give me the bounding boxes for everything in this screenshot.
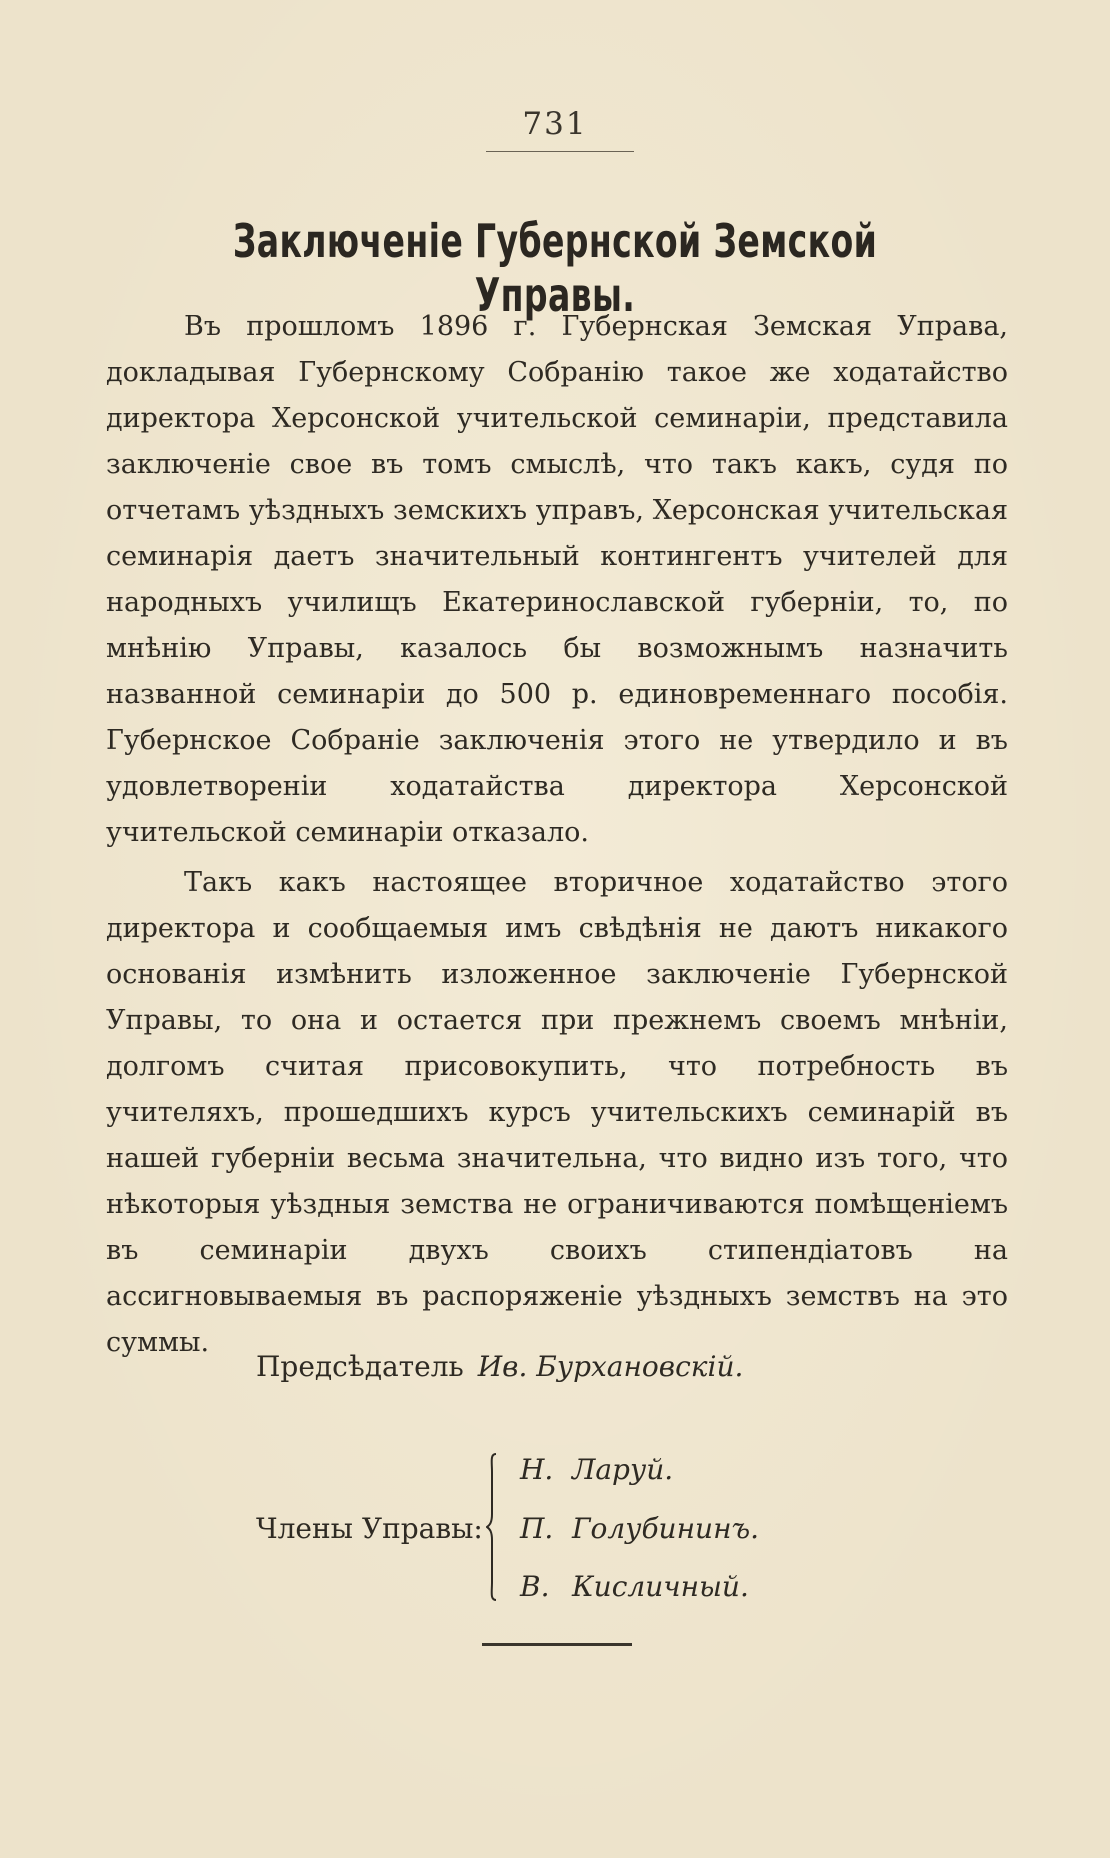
- chairman-signature-line: [256, 1350, 743, 1383]
- members-brace: [486, 1452, 500, 1602]
- member-1-initial: Н.: [520, 1453, 554, 1486]
- member-3: [520, 1570, 749, 1603]
- page-number: 731: [522, 106, 588, 142]
- body-paragraph-1: Въ прошломъ 1896 г. Губернская Земская Управа, докладывая Губернскому Собранію такое же ходатайство директора Херсонской учительской семинаріи, представила заключеніе свое въ томъ смыслѣ, что такъ какъ, судя по отчетамъ уѣздныхъ земскихъ управъ, Херсонская учительская семинарія даетъ значительный контингентъ учителей для народныхъ училищъ Екатеринославской губерніи, то, по мнѣнію Управы, казалось бы возможнымъ назначить названной семинаріи до 500 р. единовременнаго пособія. Губернское Собраніе заключенія этого не утвердило и въ удовлетвореніи ходатайства директора Херсонской учительской семинаріи отказало.: [106, 311, 1008, 848]
- chairman-label: Предсѣдатель: [256, 1350, 464, 1383]
- member-1: [520, 1453, 673, 1486]
- member-3-initial: В.: [520, 1570, 550, 1603]
- body-paragraph-2: Такъ какъ настоящее вторичное ходатайство этого директора и сообщаемыя имъ свѣдѣнія не даютъ никакого основанія измѣнить изложенное заключеніе Губернской Управы, то она и остается при прежнемъ своемъ мнѣніи, долгомъ считая присовокупить, что потребность въ учителяхъ, прошедшихъ курсъ учительскихъ семинарій въ нашей губерніи весьма значительна, что видно изъ того, что нѣкоторыя уѣздныя земства не ограничиваются помѣщеніемъ въ семинаріи двухъ своихъ стипендіатовъ на ассигновываемыя въ распоряженіе уѣздныхъ земствъ на это суммы.: [106, 867, 1008, 1358]
- page-number-rule: [486, 151, 634, 152]
- member-1-surname: Ларуй.: [572, 1453, 674, 1486]
- section-title: Заключеніе Губернской Земской Управы.: [232, 214, 878, 322]
- member-3-surname: Кисличный.: [572, 1570, 749, 1603]
- member-2: [520, 1512, 759, 1545]
- members-label: Члены Управы:: [256, 1512, 483, 1545]
- chairman-name: Ив. Бурхановскій.: [477, 1350, 744, 1383]
- member-2-surname: Голубининъ.: [572, 1512, 760, 1545]
- closing-rule: [482, 1643, 632, 1646]
- member-2-initial: П.: [520, 1512, 554, 1545]
